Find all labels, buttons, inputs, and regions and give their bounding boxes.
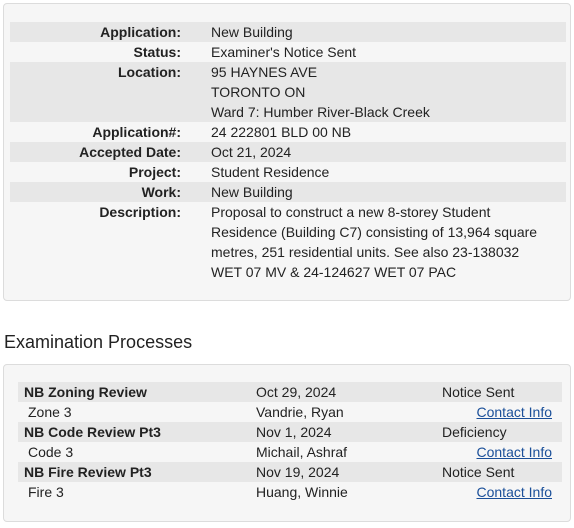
process-status: Deficiency [442,424,507,440]
process-header-row [18,462,562,482]
process-date: Nov 19, 2024 [256,464,340,480]
process-zone: Code 3 [28,444,74,460]
process-zone: Fire 3 [28,484,64,500]
application-row [10,22,566,42]
application-label: Application: [100,24,181,40]
process-status: Notice Sent [442,384,515,400]
location-label: Location: [118,64,181,80]
status-label: Status: [133,44,181,60]
application-number-label: Application#: [92,124,181,140]
description-label: Description: [99,204,181,220]
location-row [10,62,566,122]
process-name: NB Fire Review Pt3 [24,464,152,480]
application-details-panel [3,3,571,301]
process-detail-row [18,442,562,462]
contact-info-link[interactable]: Contact Info [476,444,552,460]
process-examiner: Huang, Winnie [256,484,348,500]
work-label: Work: [141,184,181,200]
process-name: NB Code Review Pt3 [24,424,161,440]
application-number-row [10,122,566,142]
description-row [10,202,566,282]
accepted-date-label: Accepted Date: [79,144,181,160]
location-line-street: 95 HAYNES AVE [211,64,318,80]
work-value: New Building [211,184,293,200]
description-line: WET 07 MV & 24-124627 WET 07 PAC [211,264,457,280]
application-number-value: 24 222801 BLD 00 NB [211,124,352,140]
accepted-date-value: Oct 21, 2024 [211,144,292,160]
contact-info-link[interactable]: Contact Info [476,404,552,420]
process-zone: Zone 3 [28,404,72,420]
process-detail-row [18,402,562,422]
process-date: Oct 29, 2024 [256,384,337,400]
project-label: Project: [128,164,181,180]
process-date: Nov 1, 2024 [256,424,332,440]
status-row [10,42,566,62]
process-header-row [18,382,562,402]
process-name: NB Zoning Review [24,384,147,400]
project-value: Student Residence [211,164,330,180]
examination-processes-panel [3,364,571,522]
project-row [10,162,566,182]
contact-info-link[interactable]: Contact Info [476,484,552,500]
description-line: Proposal to construct a new 8-storey Student [211,204,491,220]
process-examiner: Michail, Ashraf [256,444,348,460]
examination-processes-heading: Examination Processes [4,332,193,352]
location-line-ward: Ward 7: Humber River-Black Creek [211,104,430,120]
process-examiner: Vandrie, Ryan [256,404,344,420]
description-value [211,202,556,282]
location-value [211,62,556,122]
description-line: metres, 251 residential units. See also 23-138032 [211,244,520,260]
status-value: Examiner's Notice Sent [211,44,357,60]
process-header-row [18,422,562,442]
application-value: New Building [211,24,293,40]
accepted-date-row [10,142,566,162]
description-line: Residence (Building C7) consisting of 13,964 square [211,224,538,240]
process-status: Notice Sent [442,464,515,480]
work-row [10,182,566,202]
location-line-city: TORONTO ON [211,84,306,100]
process-detail-row [18,482,562,502]
